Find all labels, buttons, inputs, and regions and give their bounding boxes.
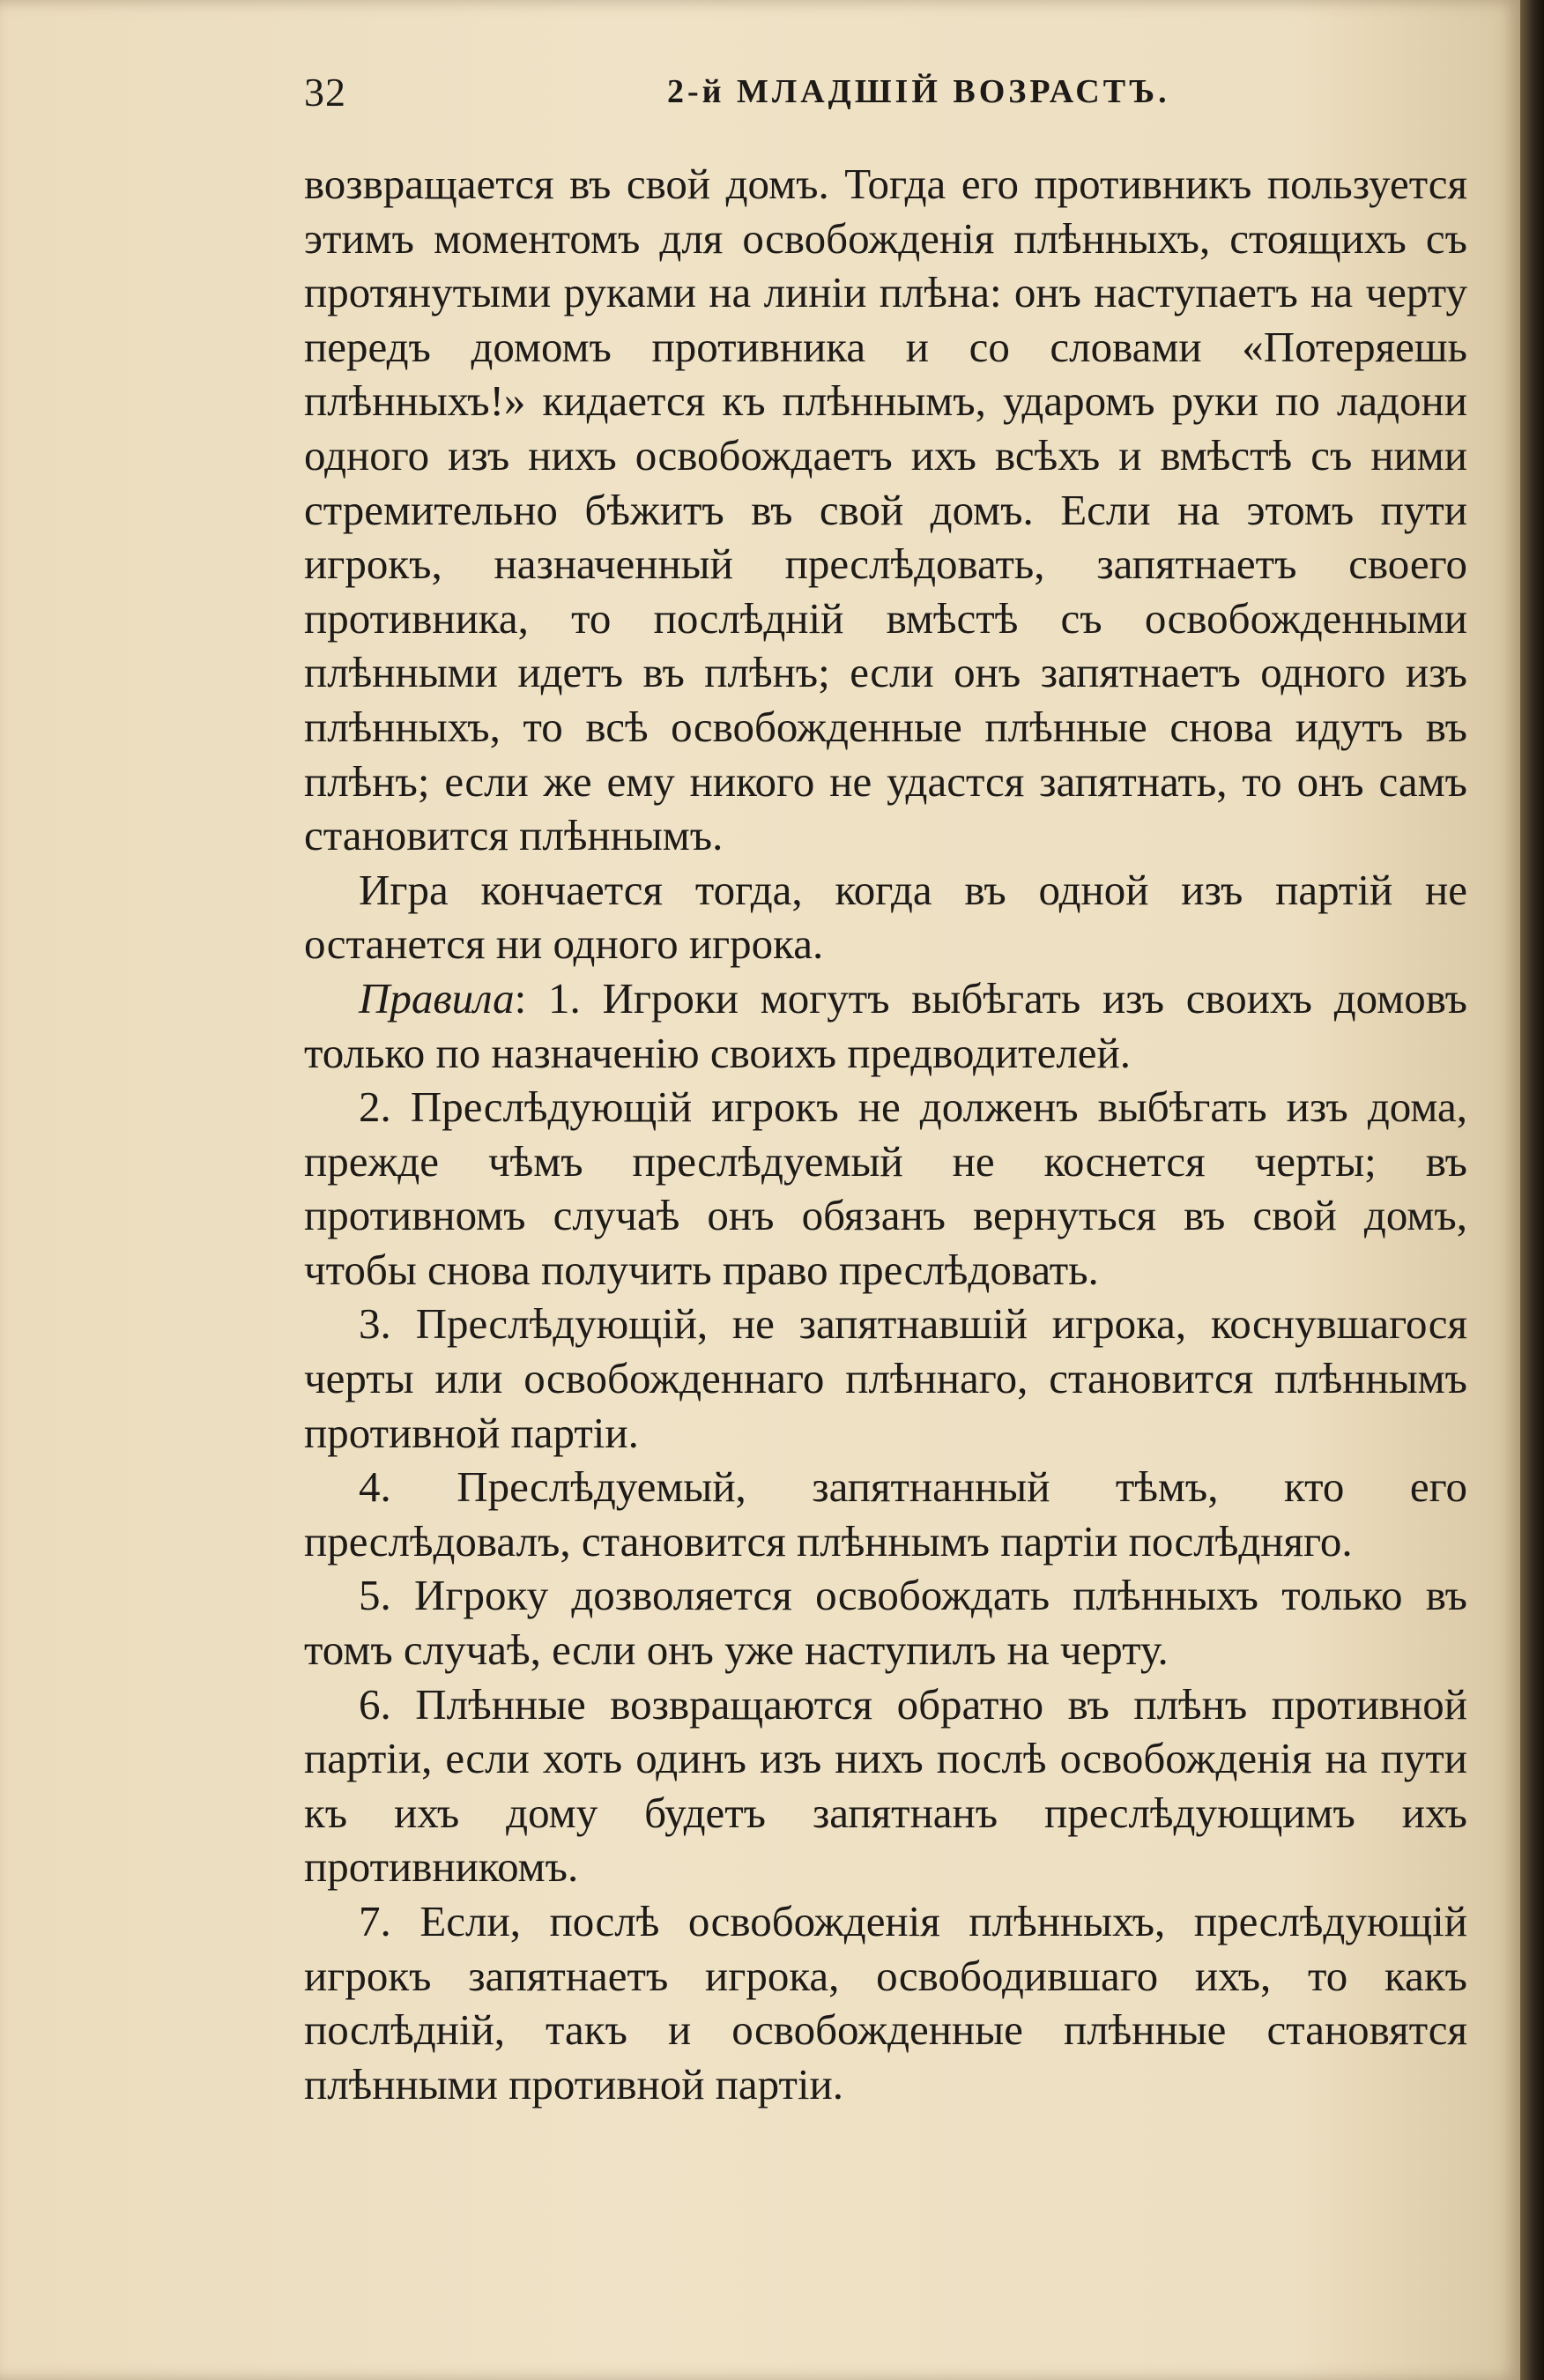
rule-1 bbox=[304, 971, 1467, 1080]
body-text bbox=[304, 157, 1467, 2111]
rule-7: 7. Если, послѣ освобожденія плѣнныхъ, преслѣдующій игрокъ запятнаетъ игрока, освободившаго ихъ, то какъ послѣдній, такъ и освобожденные плѣнные становятся плѣнными противной партіи. bbox=[304, 1897, 1467, 2109]
page-edge-shadow bbox=[1520, 0, 1544, 2380]
rules-label: Правила bbox=[359, 973, 515, 1023]
rule-6: 6. Плѣнные возвращаются обратно въ плѣнъ противной партіи, если хоть одинъ изъ нихъ послѣ освобожденія на пути къ ихъ дому будетъ запятнанъ преслѣдующимъ ихъ противникомъ. bbox=[304, 1679, 1467, 1892]
rule-1-text: : 1. Игроки могутъ выбѣгать изъ своихъ домовъ только по назначенію своихъ предводителей. bbox=[304, 973, 1467, 1077]
page-header bbox=[304, 69, 1467, 122]
running-title: 2-й МЛАДШІЙ ВОЗРАСТЪ. bbox=[667, 73, 1170, 110]
rule-3: 3. Преслѣдующій, не запятнавшій игрока, коснувшагося черты или освобожденнаго плѣннаго, становится плѣннымъ противной партіи. bbox=[304, 1299, 1467, 1457]
page-number: 32 bbox=[304, 70, 346, 115]
paragraph-continuation: возвращается въ свой домъ. Тогда его противникъ пользуется этимъ моментомъ для освобожденія плѣнныхъ, стоящихъ съ протянутыми руками на линіи плѣна: онъ наступаетъ на черту передъ домомъ противника и со словами «Потеряешь плѣнныхъ!» кидается къ плѣннымъ, ударомъ руки по ладони одного изъ нихъ освобождаетъ ихъ всѣхъ и вмѣстѣ съ ними стремительно бѣжитъ въ свой домъ. Если на этомъ пути игрокъ, назначенный преслѣдовать, запятнаетъ своего противника, то послѣдній вмѣстѣ съ освобожденными плѣнными идетъ въ плѣнъ; если онъ запятнаетъ одного изъ плѣнныхъ, то всѣ освобожденные плѣнные снова идутъ въ плѣнъ; если же ему никого не удастся запятнать, то онъ самъ становится плѣннымъ. bbox=[304, 160, 1467, 860]
rule-4: 4. Преслѣдуемый, запятнанный тѣмъ, кто его преслѣдовалъ, становится плѣннымъ партіи послѣдняго. bbox=[304, 1462, 1467, 1566]
rule-5: 5. Игроку дозволяется освобождать плѣнныхъ только въ томъ случаѣ, если онъ уже наступилъ на черту. bbox=[304, 1571, 1467, 1675]
paragraph-game-end: Игра кончается тогда, когда въ одной изъ партій не останется ни одного игрока. bbox=[304, 865, 1467, 969]
rule-2: 2. Преслѣдующій игрокъ не долженъ выбѣгать изъ дома, прежде чѣмъ преслѣдуемый не коснется черты; въ противномъ случаѣ онъ обязанъ вернуться въ свой домъ, чтобы снова получить право преслѣдовать. bbox=[304, 1082, 1467, 1294]
